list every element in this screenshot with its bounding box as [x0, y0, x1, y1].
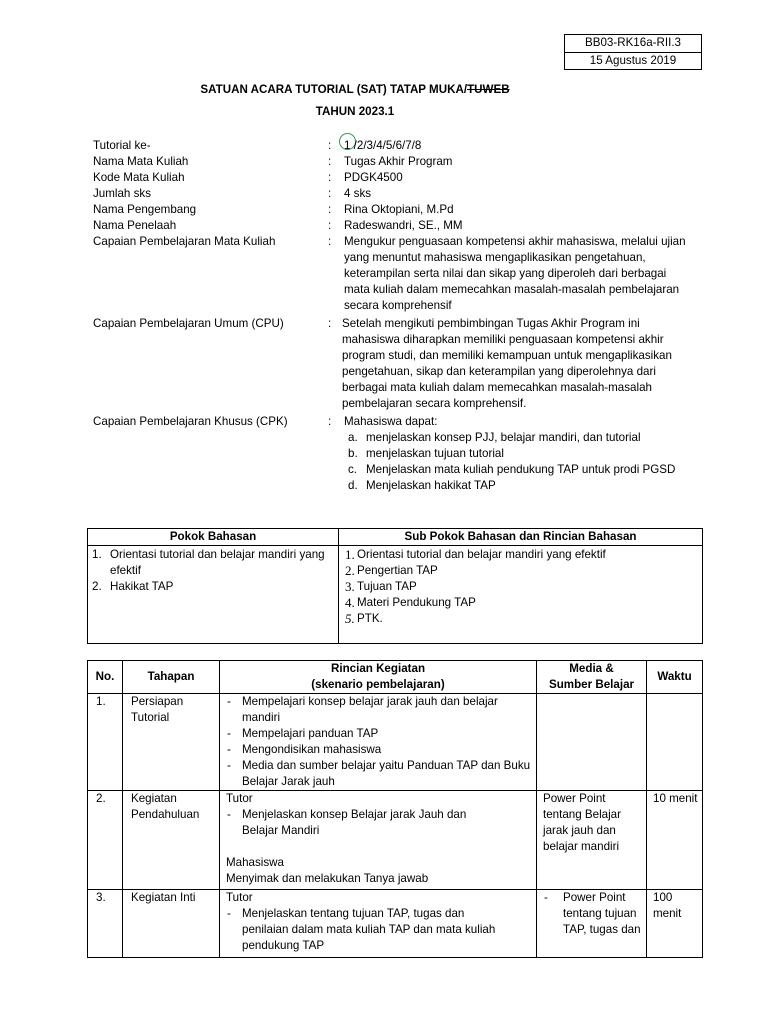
- document-year: TAHUN 2023.1: [315, 105, 395, 118]
- info-colon: :: [328, 203, 332, 216]
- bullet-text: Mempelajari konsep belajar jarak jauh dan belajar mandiri: [242, 695, 498, 724]
- list-text: Materi Pendukung TAP: [357, 596, 476, 609]
- info-colon: :: [328, 415, 332, 428]
- document-date: 15 Agustus 2019: [565, 52, 701, 69]
- bullet-dash: -: [227, 727, 231, 740]
- cpk-text: Menjelaskan hakikat TAP: [366, 479, 496, 492]
- info-label: Tutorial ke-: [93, 139, 151, 152]
- list-text: Tujuan TAP: [357, 580, 417, 593]
- table-row: [88, 791, 703, 890]
- info-colon: :: [328, 139, 332, 152]
- title-strike-text: TUWEB: [467, 83, 510, 96]
- info-row: [93, 234, 713, 314]
- header-detail-line1: Rincian Kegiatan: [330, 662, 426, 675]
- info-row: [93, 170, 713, 186]
- cpk-letter: b.: [348, 447, 358, 460]
- info-colon: :: [328, 155, 332, 168]
- list-number: 4.: [345, 595, 355, 610]
- bullet-text: Media dan sumber belajar yaitu Panduan TAP dan Buku Belajar Jarak jauh: [242, 759, 531, 788]
- info-colon: :: [328, 187, 332, 200]
- info-label: Jumlah sks: [93, 187, 151, 200]
- document-code: BB03-RK16a-RII.3: [584, 36, 682, 49]
- info-value: PDGK4500: [344, 171, 403, 184]
- bullet-item: [224, 807, 532, 839]
- cpk-item: [344, 430, 689, 446]
- list-text: Hakikat TAP: [110, 580, 174, 593]
- row-detail: [220, 890, 537, 958]
- bullet-dash: -: [544, 891, 548, 904]
- cpk-text: Menjelaskan mata kuliah pendukung TAP untuk prodi PGSD: [366, 463, 676, 476]
- list-number: 2.: [345, 563, 355, 578]
- topics-table: [87, 528, 703, 644]
- info-colon: :: [328, 235, 332, 248]
- bullet-dash: -: [227, 907, 231, 920]
- header-detail-line2: (skenario pembelajaran): [311, 678, 445, 691]
- info-value: Mahasiswa dapat:: [344, 415, 438, 428]
- bullet-dash: -: [227, 743, 231, 756]
- document-title: [0, 82, 710, 98]
- list-item: [345, 595, 696, 611]
- header-detail: [220, 661, 537, 694]
- table-row: [88, 694, 703, 791]
- bullet-dash: -: [227, 759, 231, 772]
- list-item: [345, 579, 696, 595]
- info-label: Capaian Pembelajaran Khusus (CPK): [93, 415, 288, 428]
- row-stage: Kegiatan Inti: [123, 890, 220, 958]
- info-colon: :: [328, 171, 332, 184]
- cpk-block: [344, 414, 689, 494]
- row-number: 2.: [88, 791, 123, 890]
- row-detail: [220, 791, 537, 890]
- info-label: Nama Penelaah: [93, 219, 177, 232]
- info-row: [93, 202, 713, 218]
- row-detail: [220, 694, 537, 791]
- cpk-letter: a.: [348, 431, 358, 444]
- list-number: 1.: [345, 547, 355, 562]
- cpk-text: menjelaskan tujuan tutorial: [366, 447, 504, 460]
- info-value: 1 /2/3/4/5/6/7/8: [344, 139, 422, 152]
- info-value: Rina Oktopiani, M.Pd: [344, 203, 454, 216]
- topics-sub-cell: [339, 546, 703, 644]
- row-number: 1.: [88, 694, 123, 791]
- info-value: 4 sks: [344, 187, 372, 200]
- list-item: [345, 547, 696, 563]
- cpk-letter: d.: [348, 479, 358, 492]
- bullet-item: [224, 726, 532, 742]
- bullet-text: Menjelaskan konsep Belajar jarak Jauh dan Belajar Mandiri: [242, 808, 467, 837]
- cpk-item: [344, 462, 689, 478]
- topics-header-sub: Sub Pokok Bahasan dan Rincian Bahasan: [339, 529, 703, 546]
- info-label: Capaian Pembelajaran Mata Kuliah: [93, 235, 276, 248]
- list-item: [345, 563, 696, 579]
- tutor-label: Tutor: [226, 792, 253, 805]
- info-value: Radeswandri, SE., MM: [344, 219, 463, 232]
- cpk-item: [344, 446, 689, 462]
- course-info: [93, 138, 713, 494]
- list-text: PTK.: [357, 612, 383, 625]
- list-text: Orientasi tutorial dan belajar mandiri yang efektif: [110, 548, 325, 577]
- list-text: Pengertian TAP: [357, 564, 438, 577]
- info-row: [93, 414, 713, 494]
- row-time: [647, 694, 703, 791]
- list-number: 3.: [345, 579, 355, 594]
- header-no: No.: [88, 661, 123, 694]
- info-label: Capaian Pembelajaran Umum (CPU): [93, 317, 284, 330]
- title-text: SATUAN ACARA TUTORIAL (SAT) TATAP MUKA/: [200, 83, 468, 96]
- list-item: [92, 547, 334, 579]
- info-label: Nama Pengembang: [93, 203, 197, 216]
- row-number: 3.: [88, 890, 123, 958]
- bullet-dash: -: [227, 808, 231, 821]
- bullet-item: [224, 906, 532, 954]
- topics-main-cell: [88, 546, 339, 644]
- list-number: 1.: [92, 548, 102, 561]
- header-time: Waktu: [647, 661, 703, 694]
- tutor-label: Tutor: [226, 891, 253, 904]
- cpk-item: [344, 478, 689, 494]
- list-item: [92, 579, 334, 595]
- bullet-text: Mempelajari panduan TAP: [242, 727, 379, 740]
- bullet-text: Menjelaskan tentang tujuan TAP, tugas dan penilaian dalam mata kuliah TAP dan mata kuliah pendukung TAP: [242, 907, 496, 952]
- info-row: [93, 316, 713, 412]
- bullet-dash: -: [227, 695, 231, 708]
- bullet-item: [541, 890, 642, 938]
- info-label: Nama Mata Kuliah: [93, 155, 189, 168]
- header-media-line2: Sumber Belajar: [548, 678, 635, 691]
- activities-table: [87, 660, 703, 958]
- bullet-text: Mengondisikan mahasiswa: [242, 743, 382, 756]
- header-media: [537, 661, 647, 694]
- header-stage: Tahapan: [123, 661, 220, 694]
- info-value: Mengukur penguasaan kompetensi akhir mahasiswa, melalui ujian yang menuntut mahasiswa mengaplikasikan pengetahuan, keterampilan serta nilai dan sikap yang diperoleh dari berbagai mata kuliah dalam memecahkan masalah-masalah pembelajaran secara komprehensif: [344, 235, 686, 312]
- info-row: [93, 186, 713, 202]
- header-media-line1: Media &: [569, 662, 614, 675]
- bullet-text: Power Point tentang tujuan TAP, tugas dan: [563, 891, 641, 936]
- list-number: 2.: [92, 580, 102, 593]
- row-time: 10 menit: [647, 791, 703, 890]
- bullet-item: [224, 758, 532, 790]
- list-text: Orientasi tutorial dan belajar mandiri yang efektif: [357, 548, 606, 561]
- row-stage: Kegiatan Pendahuluan: [123, 791, 220, 890]
- info-colon: :: [328, 317, 332, 330]
- list-number: 5.: [345, 611, 355, 626]
- info-row: [93, 154, 713, 170]
- info-label: Kode Mata Kuliah: [93, 171, 185, 184]
- document-code-box: [564, 34, 702, 70]
- row-time: 100 menit: [647, 890, 703, 958]
- table-row: [88, 890, 703, 958]
- cpk-text: menjelaskan konsep PJJ, belajar mandiri, dan tutorial: [366, 431, 641, 444]
- bullet-item: [224, 694, 532, 726]
- row-media: [537, 694, 647, 791]
- row-stage: Persiapan Tutorial: [123, 694, 220, 791]
- cpk-letter: c.: [348, 463, 358, 476]
- info-row: [93, 218, 713, 234]
- student-label: Mahasiswa: [226, 856, 284, 869]
- info-value: Setelah mengikuti pembimbingan Tugas Akhir Program ini mahasiswa diharapkan memiliki penguasaan kompetensi akhir program studi, dan memiliki kemampuan untuk mengaplikasikan pengetahuan, sikap dan keterampilan yang diperolehnya dari berbagai mata kuliah dalam memecahkan masalah-masalah pembelajaran secara komprehensif.: [342, 317, 672, 410]
- row-media: Power Point tentang Belajar jarak jauh dan belajar mandiri: [537, 791, 647, 890]
- info-value: Tugas Akhir Program: [344, 155, 453, 168]
- list-item: [345, 611, 696, 627]
- bullet-item: [224, 742, 532, 758]
- info-colon: :: [328, 219, 332, 232]
- row-media: [537, 890, 647, 958]
- student-text: Menyimak dan melakukan Tanya jawab: [226, 872, 429, 885]
- info-row: [93, 138, 713, 154]
- topics-header-main: Pokok Bahasan: [88, 529, 339, 546]
